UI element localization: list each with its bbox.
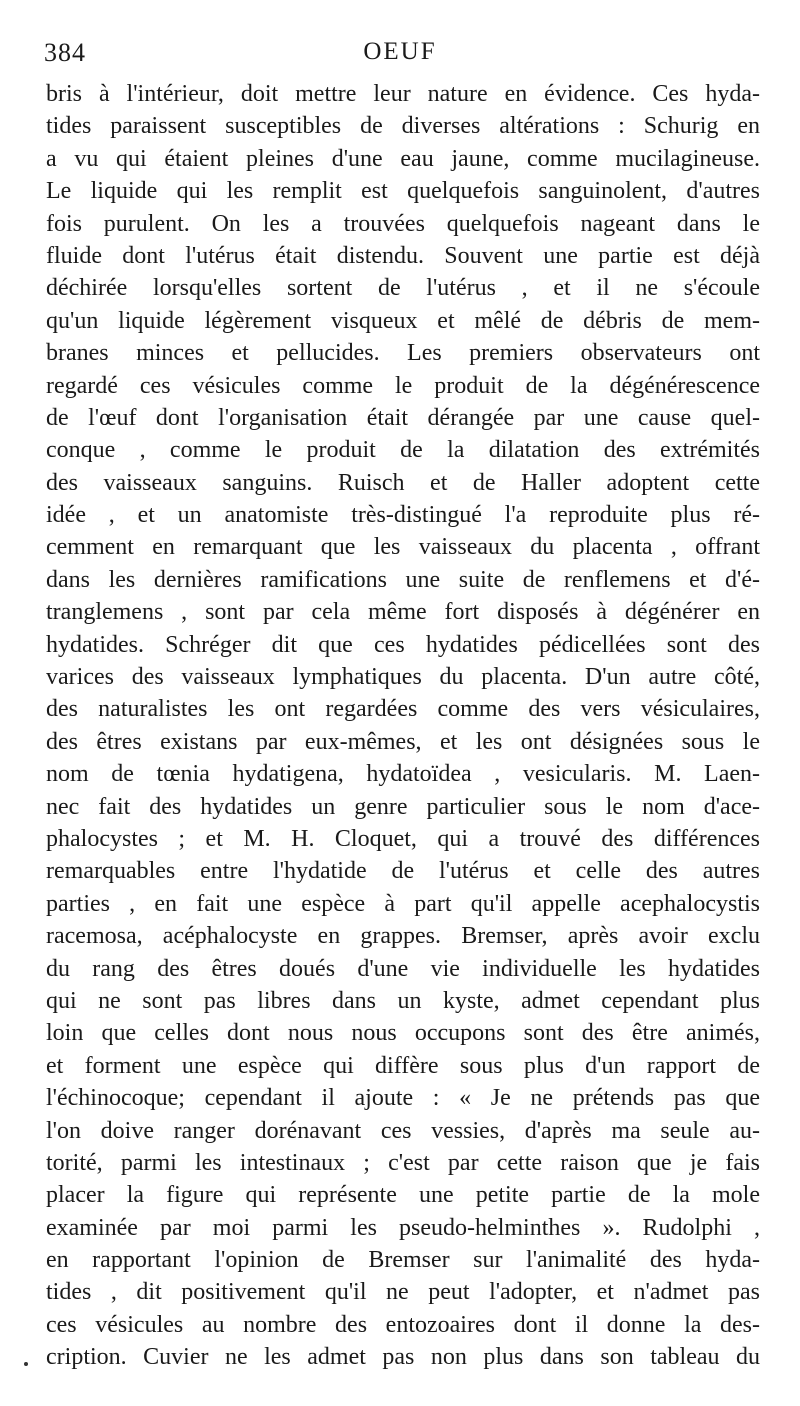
text-line: idée , et un anatomiste très-distingué l'a reproduite plus ré- bbox=[46, 502, 760, 529]
text-line: fluide dont l'utérus était distendu. Souvent une partie est déjà bbox=[46, 242, 760, 269]
text-line: a vu qui étaient pleines d'une eau jaune, comme mucilagineuse. bbox=[46, 145, 760, 172]
text-line: tides paraissent susceptibles de diverses altérations : Schurig en bbox=[46, 113, 760, 140]
text-line: tranglemens , sont par cela même fort disposés à dégénérer en bbox=[46, 599, 760, 626]
text-line: en rapportant l'opinion de Bremser sur l'animalité des hyda- bbox=[46, 1247, 760, 1274]
text-line: et forment une espèce qui diffère sous plus d'un rapport de bbox=[46, 1052, 760, 1079]
text-line: dans les dernières ramifications une suite de renflemens et d'é- bbox=[46, 566, 760, 593]
text-line: racemosa, acéphalocyste en grappes. Bremser, après avoir exclu bbox=[46, 923, 760, 950]
text-line: nom de tœnia hydatigena, hydatoïdea , vesicularis. M. Laen- bbox=[46, 761, 760, 788]
text-line: hydatides. Schréger dit que ces hydatides pédicellées sont des bbox=[46, 631, 760, 658]
body-text bbox=[46, 78, 760, 1374]
text-line: de l'œuf dont l'organisation était dérangée par une cause quel- bbox=[46, 404, 760, 431]
margin-ink-dot bbox=[24, 1362, 28, 1366]
text-line: remarquables entre l'hydatide de l'utérus et celle des autres bbox=[46, 858, 760, 885]
text-line: cemment en remarquant que les vaisseaux du placenta , offrant bbox=[46, 534, 760, 561]
text-line: placer la figure qui représente une petite partie de la mole bbox=[46, 1182, 760, 1209]
running-title: OEUF bbox=[363, 38, 437, 65]
text-line: nec fait des hydatides un genre particulier sous le nom d'ace- bbox=[46, 793, 760, 820]
text-line: torité, parmi les intestinaux ; c'est par cette raison que je fais bbox=[46, 1149, 760, 1176]
text-line: regardé ces vésicules comme le produit de la dégénérescence bbox=[46, 372, 760, 399]
text-line: bris à l'intérieur, doit mettre leur nature en évidence. Ces hyda- bbox=[46, 81, 760, 107]
text-line: déchirée lorsqu'elles sortent de l'utérus , et il ne s'écoule bbox=[46, 275, 760, 302]
text-line: parties , en fait une espèce à part qu'il appelle acephalocystis bbox=[46, 890, 760, 917]
text-line: ces vésicules au nombre des entozoaires dont il donne la des- bbox=[46, 1311, 760, 1338]
text-line: du rang des êtres doués d'une vie individuelle les hydatides bbox=[46, 955, 760, 982]
text-line: des vaisseaux sanguins. Ruisch et de Haller adoptent cette bbox=[46, 469, 760, 496]
text-line: qu'un liquide légèrement visqueux et mêlé de débris de mem- bbox=[46, 307, 760, 334]
text-line: fois purulent. On les a trouvées quelquefois nageant dans le bbox=[46, 210, 760, 237]
text-line: tides , dit positivement qu'il ne peut l'adopter, et n'admet pas bbox=[46, 1279, 760, 1306]
text-line: phalocystes ; et M. H. Cloquet, qui a trouvé des différences bbox=[46, 825, 760, 852]
text-line: des êtres existans par eux-mêmes, et les ont désignées sous le bbox=[46, 728, 760, 755]
text-line: varices des vaisseaux lymphatiques du placenta. D'un autre côté, bbox=[46, 664, 760, 691]
text-line: l'on doive ranger dorénavant ces vessies, d'après ma seule au- bbox=[46, 1117, 760, 1144]
text-line: l'échinocoque; cependant il ajoute : « Je ne prétends pas que bbox=[46, 1085, 760, 1112]
text-line: Le liquide qui les remplit est quelquefois sanguinolent, d'autres bbox=[46, 178, 760, 205]
text-line: des naturalistes les ont regardées comme des vers vésiculaires, bbox=[46, 696, 760, 723]
text-line: conque , comme le produit de la dilatation des extrémités bbox=[46, 437, 760, 464]
page-number: 384 bbox=[44, 38, 86, 67]
text-line: branes minces et pellucides. Les premiers observateurs ont bbox=[46, 340, 760, 367]
text-line: cription. Cuvier ne les admet pas non plus dans son tableau du bbox=[46, 1344, 760, 1371]
text-line: loin que celles dont nous nous occupons sont des être animés, bbox=[46, 1020, 760, 1047]
text-line: qui ne sont pas libres dans un kyste, admet cependant plus bbox=[46, 987, 760, 1014]
text-line: examinée par moi parmi les pseudo-helminthes ». Rudolphi , bbox=[46, 1214, 760, 1241]
